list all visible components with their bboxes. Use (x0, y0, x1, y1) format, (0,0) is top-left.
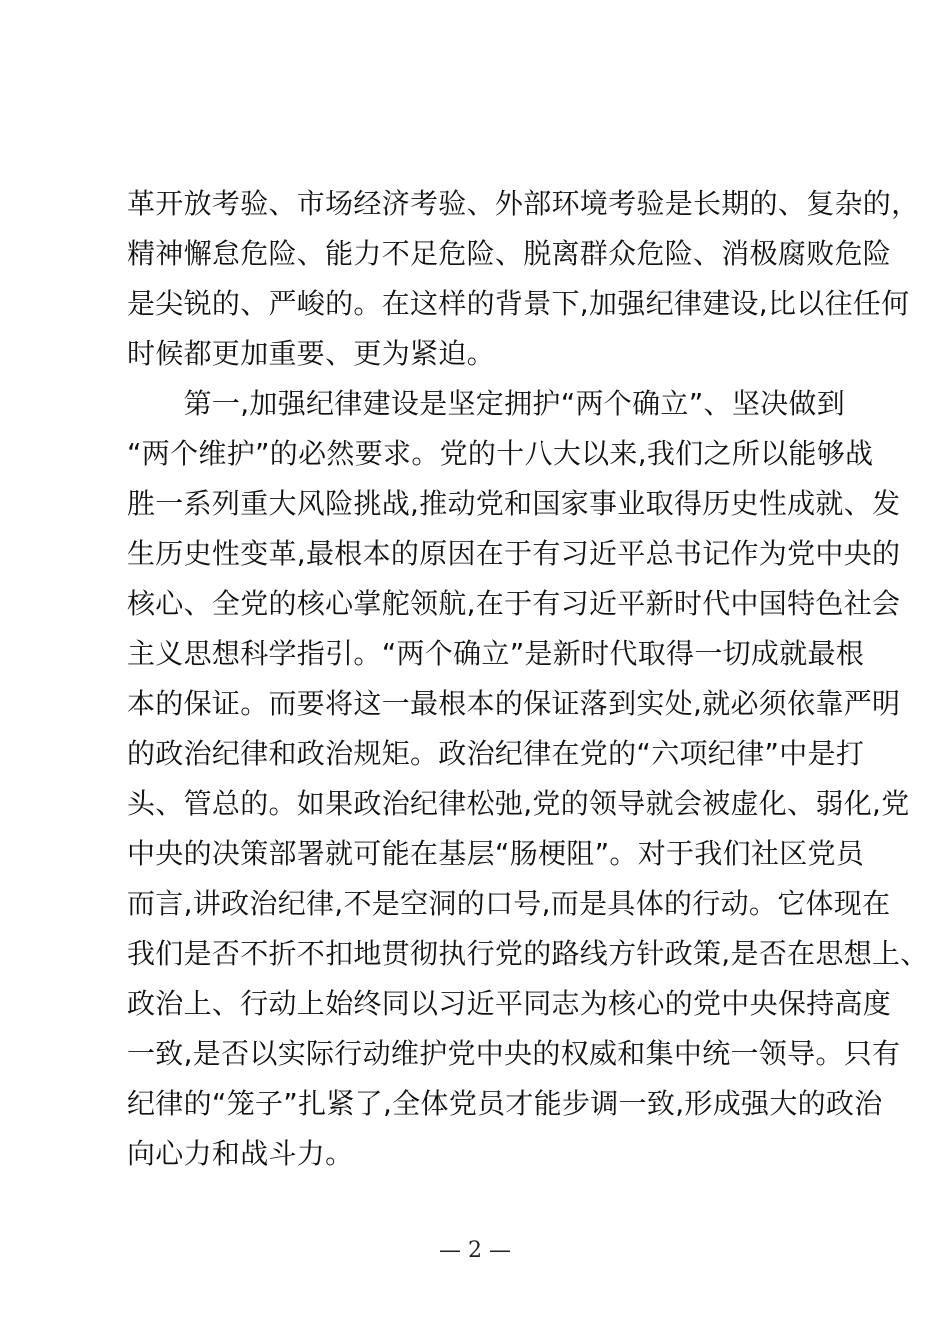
text-line: 第一,加强纪律建设是坚定拥护“两个确立”、坚决做到 (127, 387, 846, 420)
text-line: 而言,讲政治纪律,不是空洞的口号,而是具体的行动。它体现在 (127, 887, 891, 920)
text-line: 时候都更加重要、更为紧迫。 (127, 337, 495, 370)
text-line: 一致,是否以实际行动维护党中央的权威和集中统一领导。只有 (127, 1037, 901, 1070)
text-line: 的政治纪律和政治规矩。政治纪律在党的“六项纪律”中是打 (127, 737, 865, 770)
text-line: 生历史性变革,最根本的原因在于有习近平总书记作为党中央的 (127, 537, 901, 570)
text-line: “两个维护”的必然要求。党的十八大以来,我们之所以能够战 (127, 437, 874, 470)
text-line: 本的保证。而要将这一最根本的保证落到实处,就必须依靠严明 (127, 687, 901, 720)
text-line: 我们是否不折不扣地贯彻执行党的路线方针政策,是否在思想上、 (127, 937, 929, 970)
text-line: 精神懈怠危险、能力不足危险、脱离群众危险、消极腐败危险 (127, 237, 892, 270)
text-line: 中央的决策部署就可能在基层“肠梗阻”。对于我们社区党员 (127, 837, 865, 870)
text-line: 革开放考验、市场经济考验、外部环境考验是长期的、复杂的， (127, 187, 920, 220)
text-line: 纪律的“笼子”扎紧了,全体党员才能步调一致,形成强大的政治 (127, 1087, 883, 1120)
text-line: 政治上、行动上始终同以习近平同志为核心的党中央保持高度 (127, 987, 892, 1020)
text-line: 主义思想科学指引。“两个确立”是新时代取得一切成就最根 (127, 637, 865, 670)
page-number: — 2 — (439, 1238, 511, 1263)
text-line: 胜一系列重大风险挑战,推动党和国家事业取得历史性成就、发 (127, 487, 901, 520)
text-line: 是尖锐的、严峻的。在这样的背景下,加强纪律建设,比以往任何 (127, 287, 910, 320)
text-line: 核心、全党的核心掌舵领航,在于有习近平新时代中国特色社会 (127, 587, 901, 620)
text-line: 头、管总的。如果政治纪律松弛,党的领导就会被虚化、弱化,党 (127, 787, 910, 820)
text-line: 向心力和战斗力。 (127, 1137, 354, 1170)
